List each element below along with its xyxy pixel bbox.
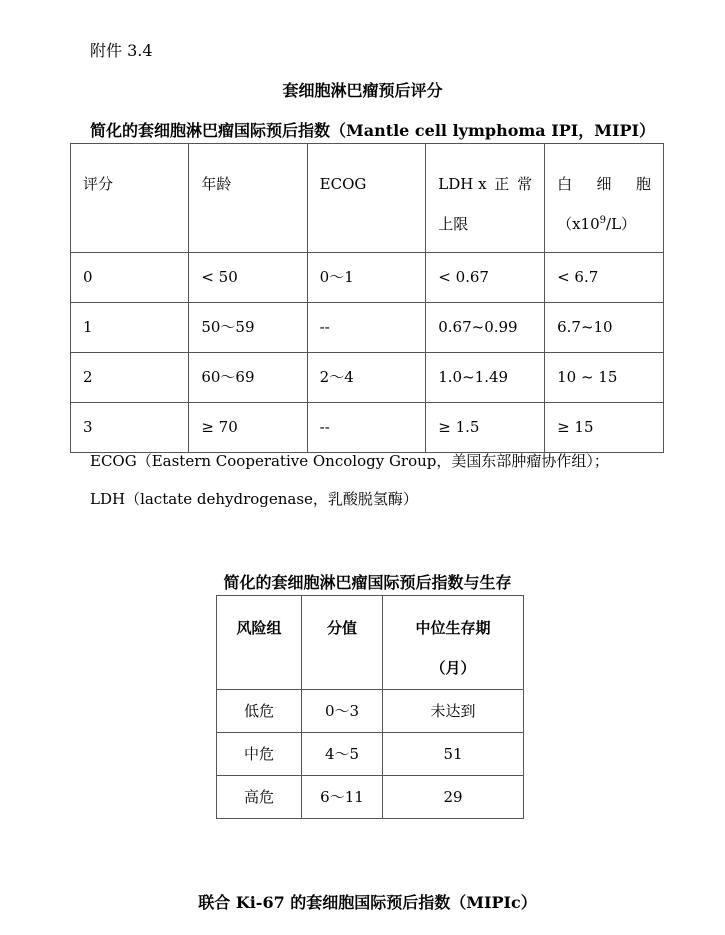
cell-risk: 高危 — [217, 776, 302, 819]
cell-ldh: < 0.67 — [426, 253, 545, 303]
header-ecog: ECOG — [307, 144, 426, 253]
mipi-table-title: 简化的套细胞淋巴瘤国际预后指数（Mantle cell lymphoma IPI，MIPI） — [90, 121, 655, 140]
cell-score: 1 — [71, 303, 189, 353]
cell-ecog: 2～4 — [307, 353, 426, 403]
cell-age: < 50 — [189, 253, 307, 303]
ecog-note: ECOG（Eastern Cooperative Oncology Group，美国东部肿瘤协作组）； — [90, 452, 609, 470]
survival-table — [216, 595, 524, 819]
cell-score: 6～11 — [302, 776, 383, 819]
cell-ecog: -- — [307, 403, 426, 453]
attachment-label: 附件 3.4 — [90, 41, 153, 60]
table-row — [217, 733, 524, 776]
cell-age: 60～69 — [189, 353, 307, 403]
cell-wbc: ≥ 15 — [545, 403, 664, 453]
cell-score: 2 — [71, 353, 189, 403]
mipi-table — [70, 143, 664, 453]
cell-wbc: 6.7~10 — [545, 303, 664, 353]
cell-median: 未达到 — [383, 690, 524, 733]
page-heading: 套细胞淋巴瘤预后评分 — [282, 81, 443, 100]
header-score: 评分 — [71, 144, 189, 253]
cell-median: 29 — [383, 776, 524, 819]
table-row — [71, 353, 664, 403]
cell-median: 51 — [383, 733, 524, 776]
cell-score: 0～3 — [302, 690, 383, 733]
cell-wbc: < 6.7 — [545, 253, 664, 303]
cell-risk: 低危 — [217, 690, 302, 733]
header-wbc — [545, 144, 664, 253]
table-row — [217, 776, 524, 819]
cell-ldh: 0.67~0.99 — [426, 303, 545, 353]
header-ldh-line2: 上限 — [438, 215, 469, 233]
table-row — [71, 303, 664, 353]
cell-score: 4～5 — [302, 733, 383, 776]
table-row — [71, 253, 664, 303]
header-score-value: 分值 — [302, 596, 383, 690]
survival-table-header-row — [217, 596, 524, 690]
cell-wbc: 10 ~ 15 — [545, 353, 664, 403]
header-ldh — [426, 144, 545, 253]
cell-ldh: ≥ 1.5 — [426, 403, 545, 453]
header-ldh-line1: LDH x 正 常 — [438, 175, 533, 193]
header-wbc-line1: 白 细 胞 — [557, 175, 651, 193]
cell-ecog: 0～1 — [307, 253, 426, 303]
cell-age: ≥ 70 — [189, 403, 307, 453]
table-row — [71, 403, 664, 453]
ldh-note: LDH（lactate dehydrogenase，乳酸脱氢酶） — [90, 490, 418, 508]
cell-score: 0 — [71, 253, 189, 303]
survival-table-title: 简化的套细胞淋巴瘤国际预后指数与生存 — [223, 573, 512, 592]
mipic-title: 联合 Ki-67 的套细胞国际预后指数（MIPIc） — [198, 893, 537, 912]
header-age: 年龄 — [189, 144, 307, 253]
header-risk-group: 风险组 — [217, 596, 302, 690]
cell-risk: 中危 — [217, 733, 302, 776]
cell-age: 50～59 — [189, 303, 307, 353]
header-median-survival: 中位生存期 （月） — [383, 596, 524, 690]
cell-ldh: 1.0~1.49 — [426, 353, 545, 403]
table-row — [217, 690, 524, 733]
mipi-table-header-row — [71, 144, 664, 253]
cell-ecog: -- — [307, 303, 426, 353]
header-wbc-line2: $(x10^9/L)$ — [557, 215, 637, 233]
cell-score: 3 — [71, 403, 189, 453]
